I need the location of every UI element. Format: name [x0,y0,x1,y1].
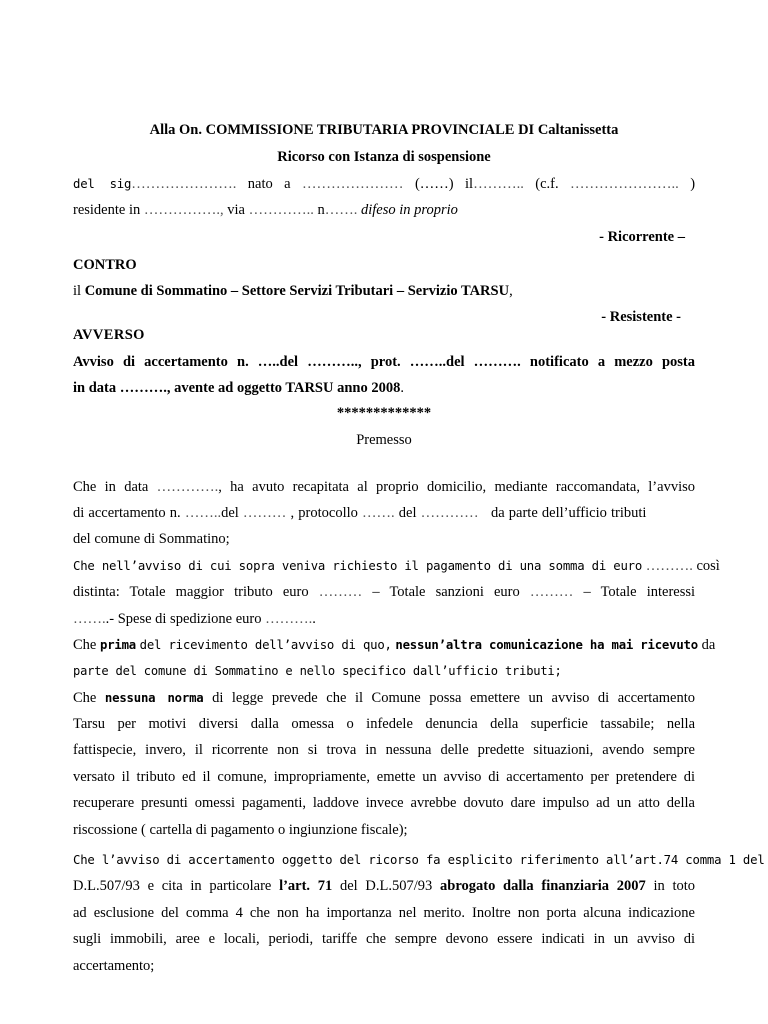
p5-l2-emphasis: abrogato dalla finanziaria 2007 [440,878,646,894]
p1-l1-a: Che in data [73,479,149,495]
p5-line-1: Che l’avviso di accertamento oggetto del ricorso fa esplicito riferimento all’art.74 comma 1 del [73,853,765,867]
p2-l2-e: – Totale interessi [583,584,696,600]
p2-l2-sanzioni-placeholder: ……… [529,584,574,600]
p3-line-1 [73,636,716,654]
p2-l2-c: – Totale sanzioni euro [372,584,520,600]
p1-l2-protocol-placeholder: ……. [362,505,395,521]
p5-line-3: ad esclusione del comma 4 che non ha importanza nel merito. Inoltre non porta alcuna indicazione [73,905,695,921]
p3-l1-e: da [701,637,716,653]
resistente-role: - Resistente - [601,309,681,325]
birthdate-placeholder: ……….. [473,176,524,192]
p2-l1-amount-placeholder: ………. [645,558,693,574]
avverso-heading: AVVERSO [73,327,145,343]
number-placeholder: ……. [324,202,358,218]
p4-l1-c: di legge prevede che il Comune possa emettere un avviso di accertamento [212,690,696,706]
applicant-line-1 [73,175,695,193]
p3-l1-a: Che [73,637,97,653]
n-label: n [317,202,325,218]
p2-l3-spese-placeholder: ………. [265,611,313,627]
p3-l1-prima: prima [99,638,137,652]
birthplace-placeholder: ………………… [302,176,404,192]
p2-l3-d: . [312,611,316,627]
p4-l1-emphasis: nessuna norma [104,691,204,705]
p5-line-2 [73,877,695,895]
p2-line-1 [73,557,720,575]
p5-l2-c: del D.L.507/93 [340,878,433,894]
p4-line-5: recuperare presunti omessi pagamenti, laddove invece avrebbe dovuto dare impulso ad un atto della [73,795,695,811]
p5-l2-e: in toto [653,878,696,894]
p2-l3-b: .- Spese di spedizione euro [105,611,262,627]
street-placeholder: ………….. [248,202,314,218]
addressee-line: Alla On. COMMISSIONE TRIBUTARIA PROVINCIALE DI Caltanissetta [149,122,619,138]
p3-l1-emphasis: nessun’altra comunicazione ha mai ricevuto [395,638,698,652]
p2-l3-interessi-placeholder: ……. [73,611,106,627]
via-label: via [227,202,245,218]
difeso-label: difeso in proprio [360,202,458,218]
ricorrente-role: - Ricorrente – [599,229,685,245]
avverso-line-2-text: in data ………., avente ad oggetto TARSU anno 2008 [73,380,401,396]
p2-l1-c: così [696,558,720,574]
contro-comma: , [509,283,513,299]
avverso-line-2-end: . [400,380,404,396]
applicant-line-2 [73,201,695,219]
residente-label: residente in [73,202,141,218]
p1-l2-a: di accertamento n. [73,505,181,521]
p1-l2-e: , protocollo [290,505,358,521]
p4-line-6: riscossione ( cartella di pagamento o ingiunzione fiscale); [73,822,408,838]
p2-line-2 [73,583,695,601]
p2-l2-a: distinta: Totale maggior tributo euro [73,584,309,600]
p5-line-5: accertamento; [73,958,155,974]
p1-l2-date2-placeholder: ………… [420,505,479,521]
cf-placeholder: ………………….. [570,176,679,192]
del-sig-label: del sig [73,177,132,191]
contro-heading: CONTRO [73,257,137,273]
p1-line-2 [73,504,695,522]
p1-l2-number-placeholder: …….. [184,505,222,521]
cf-close: ) [690,176,696,192]
il-label: il [465,176,474,192]
nato-a-label: nato a [247,176,291,192]
p1-l2-g: del [398,505,417,521]
p4-line-2: Tarsu per motivi diversi dalla omessa o infedele denuncia della superficie tassabile; nella [73,716,695,732]
name-placeholder: …………………. [131,176,237,192]
cf-label: (c.f. [535,176,559,192]
avverso-line-1: Avviso di accertamento n. …..del ……….., prot. ……..del ………. notificato a mezzo posta [73,354,695,370]
resistant-entity: Comune di Sommatino – Settore Servizi Tributari – Servizio TARSU [84,283,510,299]
p4-l1-a: Che [73,690,97,706]
p1-line-3: del comune di Sommatino; [73,531,230,547]
p4-line-1 [73,689,695,707]
p4-line-3: fattispecie, invero, il ricorrente non si trova in nessuna delle predette situazioni, avendo sempre [73,742,695,758]
p1-l2-date-placeholder: ……… [242,505,287,521]
p1-l2-i: da parte dell’ufficio tributi [490,505,647,521]
contro-line [73,282,695,300]
p2-l2-tributo-placeholder: ……… [318,584,363,600]
p2-line-3 [73,610,695,628]
document-title: Ricorso con Istanza di sospensione [277,149,491,165]
premesso-heading: Premesso [356,432,412,448]
p5-line-4: sugli immobili, aree e locali, periodi, tariffe che sempre devono essere indicati in un avviso di [73,931,695,947]
p1-l1-date-placeholder: …………. [156,479,219,495]
p1-line-1 [73,478,695,496]
avverso-line-2 [73,379,695,397]
p4-line-4: versato il tributo ed il comune, impropriamente, emette un avviso di accertamento per pretendere di [73,769,695,785]
p5-l2-art71: l’art. 71 [279,878,333,894]
p3-l1-c: del ricevimento dell’avviso di quo, [139,638,392,652]
p1-l2-c: del [221,505,239,521]
city-placeholder: ……………., [143,202,224,218]
p2-l1-a: Che nell’avviso di cui sopra veniva richiesto il pagamento di una somma di euro [73,559,643,573]
contro-il: il [73,283,82,299]
separator: ************* [336,405,432,421]
p3-line-2: parte del comune di Sommatino e nello specifico dall’ufficio tributi; [73,664,562,678]
p1-l1-c: , ha avuto recapitata al proprio domicilio, mediante raccomandata, l’avviso [218,479,695,495]
p5-l2-a: D.L.507/93 e cita in particolare [73,878,272,894]
province-placeholder: (……) [414,176,454,192]
